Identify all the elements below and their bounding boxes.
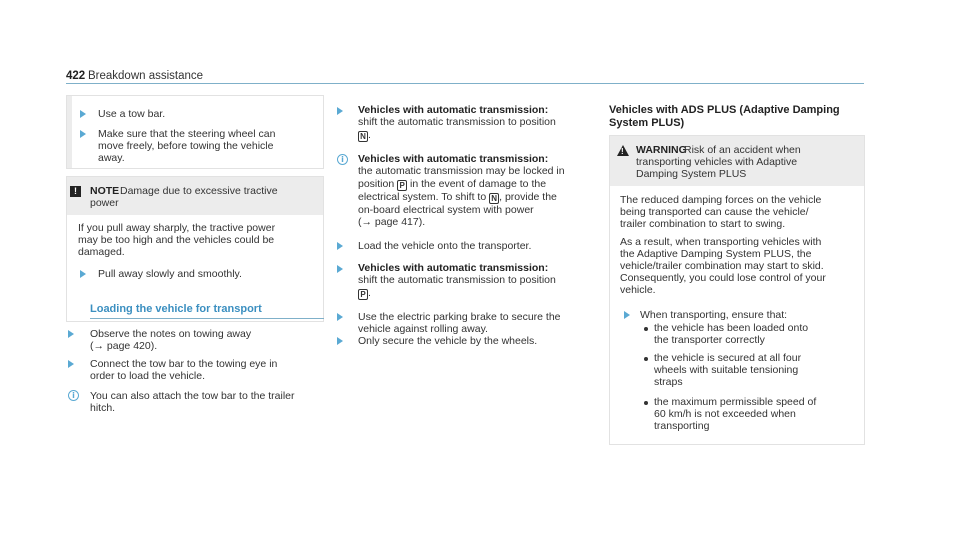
arrow-right-icon: [337, 107, 343, 115]
bullet-dot: [644, 401, 648, 405]
step-text: Use a tow bar.: [98, 108, 166, 120]
bullet-text: wheels with suitable tensioning: [654, 364, 799, 376]
note-label: NOTE: [90, 185, 120, 197]
note-body: If you pull away sharply, the tractive power: [78, 222, 276, 234]
info-text: position P in the event of damage to the: [358, 178, 547, 190]
warning-icon: !: [617, 145, 629, 156]
bullet-text: the maximum permissible speed of: [654, 396, 817, 408]
step-text: Only secure the vehicle by the wheels.: [358, 335, 538, 347]
arrow-right-icon: [80, 110, 86, 118]
warning-body: vehicle/trailer combination may start to skid.: [620, 260, 824, 272]
bullet-text: the transporter correctly: [654, 334, 765, 346]
arrow-right-icon: [337, 242, 343, 250]
info-icon: i: [68, 390, 79, 401]
note-icon: !: [70, 186, 81, 197]
step-heading: Vehicles with automatic transmission:: [358, 262, 549, 274]
info-text: You can also attach the tow bar to the trailer: [90, 390, 295, 402]
bullet-text: transporting: [654, 420, 710, 432]
step-text: shift the automatic transmission to position: [358, 116, 556, 128]
info-text: (→ page 417).: [358, 216, 426, 228]
info-text: the automatic transmission may be locked in: [358, 165, 565, 177]
section-title: Breakdown assistance: [88, 70, 204, 82]
gear-p-symbol: P: [397, 180, 407, 191]
step-text: Connect the tow bar to the towing eye in: [90, 358, 278, 370]
arrow-right-icon: [68, 330, 74, 338]
bullet-text: the vehicle has been loaded onto: [654, 322, 809, 334]
warning-title: Risk of an accident when: [684, 144, 801, 156]
bullet-dot: [644, 327, 648, 331]
step-text: Use the electric parking brake to secure the: [358, 311, 561, 323]
gear-n-symbol: N: [358, 131, 368, 142]
warning-title: Damping System PLUS: [636, 168, 747, 180]
step-text: order to load the vehicle.: [90, 370, 205, 382]
step-text: shift the automatic transmission to position: [358, 274, 556, 286]
warning-body: vehicle.: [620, 284, 656, 296]
step-text: vehicle against rolling away.: [358, 323, 488, 335]
arrow-right-icon: [337, 337, 343, 345]
info-text: electrical system. To shift to N , provide the: [358, 191, 557, 203]
warning-body: the Adaptive Damping System PLUS, the: [620, 248, 812, 260]
step-text: Observe the notes on towing away: [90, 328, 252, 340]
step-text: move freely, before towing the vehicle: [98, 140, 274, 152]
note-body: may be too high and the vehicles could be: [78, 234, 275, 246]
page-number: 422: [66, 70, 86, 82]
loading-heading: Loading the vehicle for transport: [90, 303, 262, 315]
arrow-right-icon: [80, 130, 86, 138]
gear-p-symbol: P: [358, 289, 368, 300]
arrow-right-icon: [337, 313, 343, 321]
warning-label: WARNING: [636, 144, 687, 156]
bullet-text: the vehicle is secured at all four: [654, 352, 802, 364]
note-title: Damage due to excessive tractive: [120, 185, 278, 197]
note-step: Pull away slowly and smoothly.: [98, 268, 242, 280]
step-text: away.: [98, 152, 125, 164]
bullet-text: 60 km/h is not exceeded when: [654, 408, 796, 420]
arrow-right-icon: [337, 265, 343, 273]
arrow-right-icon: [624, 311, 630, 319]
bullet-text: straps: [654, 376, 683, 388]
info-text: hitch.: [90, 402, 116, 414]
step-heading: Vehicles with automatic transmission:: [358, 104, 549, 116]
warning-body: being transported can cause the vehicle/: [620, 206, 809, 218]
note-title: power: [90, 197, 119, 209]
gear-n-symbol: N: [489, 193, 499, 204]
bullet-dot: [644, 357, 648, 361]
step-text: Make sure that the steering wheel can: [98, 128, 276, 140]
heading-rule: [90, 318, 324, 319]
ads-heading: Vehicles with ADS PLUS (Adaptive Damping: [609, 104, 840, 116]
gear-step-line: N .: [358, 129, 371, 142]
info-heading: Vehicles with automatic transmission:: [358, 153, 549, 165]
step-text: (→ page 420).: [90, 340, 158, 352]
info-text: on-board electrical system with power: [358, 204, 534, 216]
warning-title: transporting vehicles with Adaptive: [636, 156, 798, 168]
warning-step: When transporting, ensure that:: [640, 309, 788, 321]
warning-body: As a result, when transporting vehicles with: [620, 236, 822, 248]
gear-step-line: P .: [358, 287, 371, 300]
warning-body: Consequently, you could lose control of your: [620, 272, 826, 284]
info-icon: i: [337, 154, 348, 165]
note-body: damaged.: [78, 246, 125, 258]
warning-body: trailer combination to start to swing.: [620, 218, 786, 230]
step-text: Load the vehicle onto the transporter.: [358, 240, 532, 252]
arrow-right-icon: [68, 360, 74, 368]
ads-heading: System PLUS): [609, 117, 685, 129]
page-header: [66, 70, 864, 84]
warning-body: The reduced damping forces on the vehicle: [620, 194, 822, 206]
arrow-right-icon: [80, 270, 86, 278]
